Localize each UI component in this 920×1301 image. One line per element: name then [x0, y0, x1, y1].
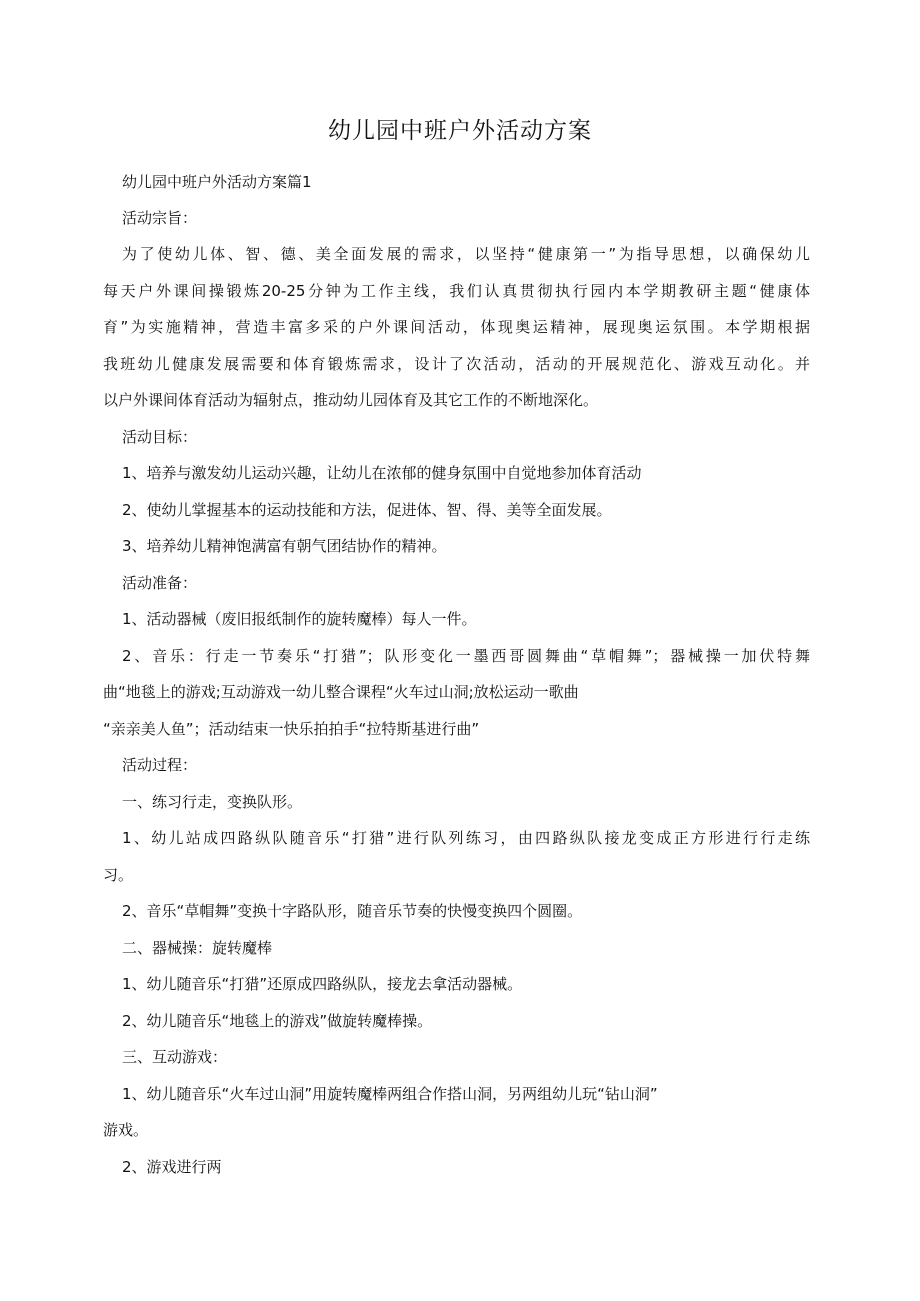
- subsection-heading: 三、互动游戏：: [122, 1048, 228, 1066]
- section-heading: 活动宗旨：: [122, 209, 198, 227]
- list-item: 3、培养幼儿精神饱满富有朝气团结协作的精神。: [122, 537, 447, 555]
- list-item: 1、幼儿随音乐“火车过山洞”用旋转魔棒两组合作搭山洞，另两组幼儿玩“钻山洞”: [122, 1085, 658, 1103]
- paragraph-line: 育”为实施精神，营造丰富多采的户外课间活动，体现奥运精神，展现奥运氛围。本学期根据: [103, 318, 810, 336]
- section-heading: 活动准备：: [122, 574, 198, 592]
- page-title: 幼儿园中班户外活动方案: [328, 118, 592, 144]
- paragraph-line: 我班幼儿健康发展需要和体育锻炼需求，设计了次活动，活动的开展规范化、游戏互动化。并: [103, 355, 810, 373]
- list-item: 2、音乐：行走一节奏乐“打猎”；队形变化一墨西哥圆舞曲“草帽舞”；器械操一加伏特舞: [122, 647, 810, 665]
- list-item: 2、音乐“草帽舞”变换十字路队形，随音乐节奏的快慢变换四个圆圈。: [122, 902, 583, 920]
- list-item: 2、使幼儿掌握基本的运动技能和方法，促进体、智、得、美等全面发展。: [122, 501, 612, 519]
- paragraph-line: 游戏。: [103, 1121, 149, 1139]
- list-item: 1、活动器械（废旧报纸制作的旋转魔棒）每人一件。: [122, 610, 477, 628]
- list-item: 2、游戏进行两: [122, 1158, 222, 1176]
- paragraph-line: “亲亲美人鱼”；活动结束一快乐拍拍手“拉特斯基进行曲”: [103, 720, 480, 738]
- section-heading: 活动过程：: [122, 756, 198, 774]
- paragraph-line: 习。: [103, 866, 134, 884]
- subtitle-line: 幼儿园中班户外活动方案篇1: [122, 173, 312, 191]
- subsection-heading: 一、练习行走，变换队形。: [122, 793, 303, 811]
- subsection-heading: 二、器械操：旋转魔棒: [122, 939, 273, 957]
- section-heading: 活动目标：: [122, 428, 198, 446]
- paragraph-line: 每天户外课间操锻炼20-25分钟为工作主线，我们认真贯彻执行园内本学期教研主题“健康体: [103, 282, 810, 300]
- list-item: 1、培养与激发幼儿运动兴趣，让幼儿在浓郁的健身氛围中自觉地参加体育活动: [122, 464, 642, 482]
- list-item: 2、幼儿随音乐“地毯上的游戏”做旋转魔棒操。: [122, 1012, 433, 1030]
- list-item: 1、幼儿随音乐“打猎”还原成四路纵队，接龙去拿活动器械。: [122, 975, 523, 993]
- paragraph-line: 以户外课间体育活动为辐射点，推动幼儿园体育及其它工作的不断地深化。: [103, 391, 599, 409]
- paragraph-line: 为了使幼儿体、智、德、美全面发展的需求，以坚持“健康第一”为指导思想，以确保幼儿: [122, 245, 810, 263]
- list-item: 1、幼儿站成四路纵队随音乐“打猎”进行队列练习，由四路纵队接龙变成正方形进行行走练: [122, 829, 810, 847]
- paragraph-line: 曲“地毯上的游戏;互动游戏一幼儿整合课程“火车过山洞;放松运动一歌曲: [103, 683, 579, 701]
